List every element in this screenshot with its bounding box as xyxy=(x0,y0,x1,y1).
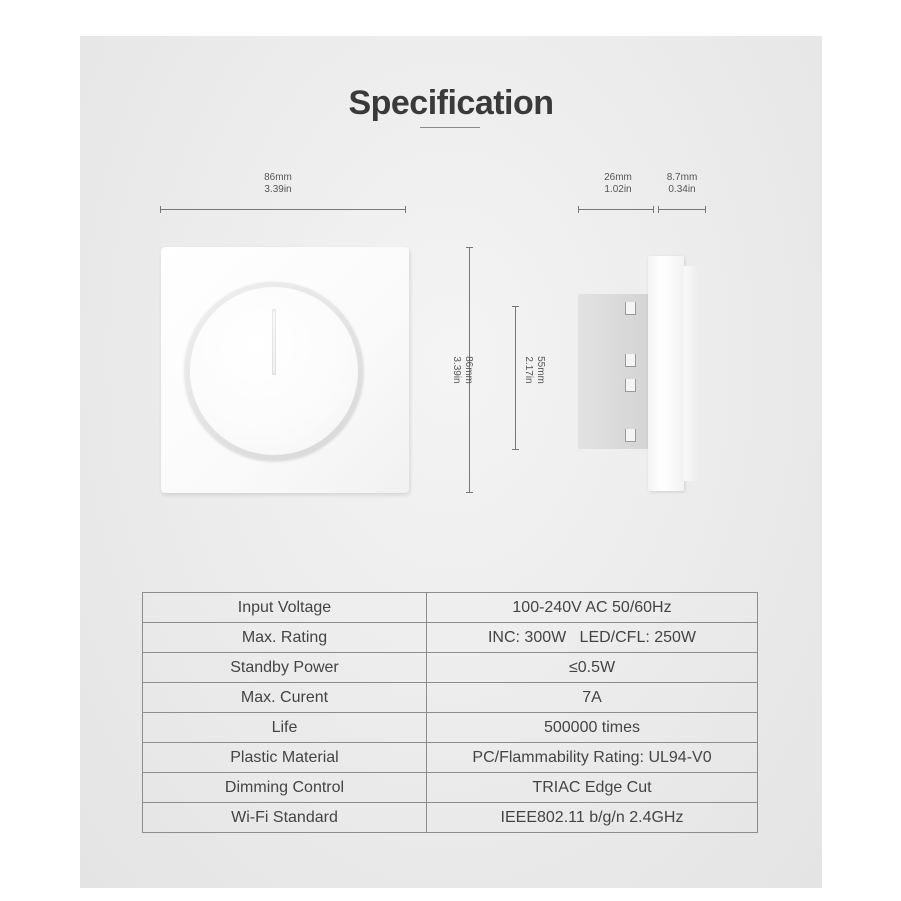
dimmer-knob-ring xyxy=(185,282,363,460)
spec-key: Max. Curent xyxy=(143,683,427,713)
thickness-line xyxy=(658,209,706,210)
side-height-label xyxy=(522,330,546,410)
page-title: Specification xyxy=(348,84,554,122)
front-width-line xyxy=(160,209,406,210)
thickness-label xyxy=(654,172,710,196)
spec-value: IEEE802.11 b/g/n 2.4GHz xyxy=(427,803,758,833)
thickness-in: 0.34in xyxy=(668,184,696,195)
spec-row xyxy=(143,683,758,713)
front-width-mm: 86mm xyxy=(264,172,292,183)
terminal-tab xyxy=(625,379,636,392)
front-height-mm: 86mm xyxy=(463,356,474,384)
terminal-tab xyxy=(625,354,636,367)
depth-mm: 26mm xyxy=(604,172,632,183)
spec-value: ≤0.5W xyxy=(427,653,758,683)
side-cap xyxy=(684,266,698,481)
spec-row xyxy=(143,743,758,773)
spec-row xyxy=(143,623,758,653)
spec-value: PC/Flammability Rating: UL94-V0 xyxy=(427,743,758,773)
spec-panel xyxy=(80,36,822,888)
spec-row xyxy=(143,593,758,623)
side-frame xyxy=(648,256,684,491)
front-height-label xyxy=(450,330,474,410)
terminal-tab xyxy=(625,302,636,315)
depth-line xyxy=(578,209,654,210)
spec-value: 100-240V AC 50/60Hz xyxy=(427,593,758,623)
spec-row xyxy=(143,773,758,803)
spec-key: Life xyxy=(143,713,427,743)
spec-value: 7A xyxy=(427,683,758,713)
dimmer-front-view xyxy=(161,247,409,493)
spec-key: Wi-Fi Standard xyxy=(143,803,427,833)
dimmer-knob xyxy=(190,287,358,455)
knob-indicator xyxy=(272,309,276,375)
side-body xyxy=(578,294,653,449)
terminal-tab xyxy=(625,429,636,442)
spec-row xyxy=(143,803,758,833)
spec-row xyxy=(143,713,758,743)
depth-in: 1.02in xyxy=(604,184,632,195)
thickness-mm: 8.7mm xyxy=(666,172,698,183)
front-width-in: 3.39in xyxy=(264,184,292,195)
spec-key: Standby Power xyxy=(143,653,427,683)
side-height-mm: 55mm xyxy=(535,356,546,384)
spec-key: Plastic Material xyxy=(143,743,427,773)
depth-label xyxy=(588,172,648,196)
spec-value: TRIAC Edge Cut xyxy=(427,773,758,803)
spec-key: Input Voltage xyxy=(143,593,427,623)
spec-table xyxy=(142,592,758,833)
front-width-label xyxy=(248,172,308,196)
side-height-in: 2.17in xyxy=(523,356,534,384)
side-height-line xyxy=(515,306,516,450)
title-divider xyxy=(420,127,480,128)
front-height-in: 3.39in xyxy=(451,356,462,384)
spec-key: Dimming Control xyxy=(143,773,427,803)
dimmer-side-view xyxy=(578,246,718,496)
spec-value: INC: 300W LED/CFL: 250W xyxy=(427,623,758,653)
spec-key: Max. Rating xyxy=(143,623,427,653)
spec-row xyxy=(143,653,758,683)
spec-value: 500000 times xyxy=(427,713,758,743)
